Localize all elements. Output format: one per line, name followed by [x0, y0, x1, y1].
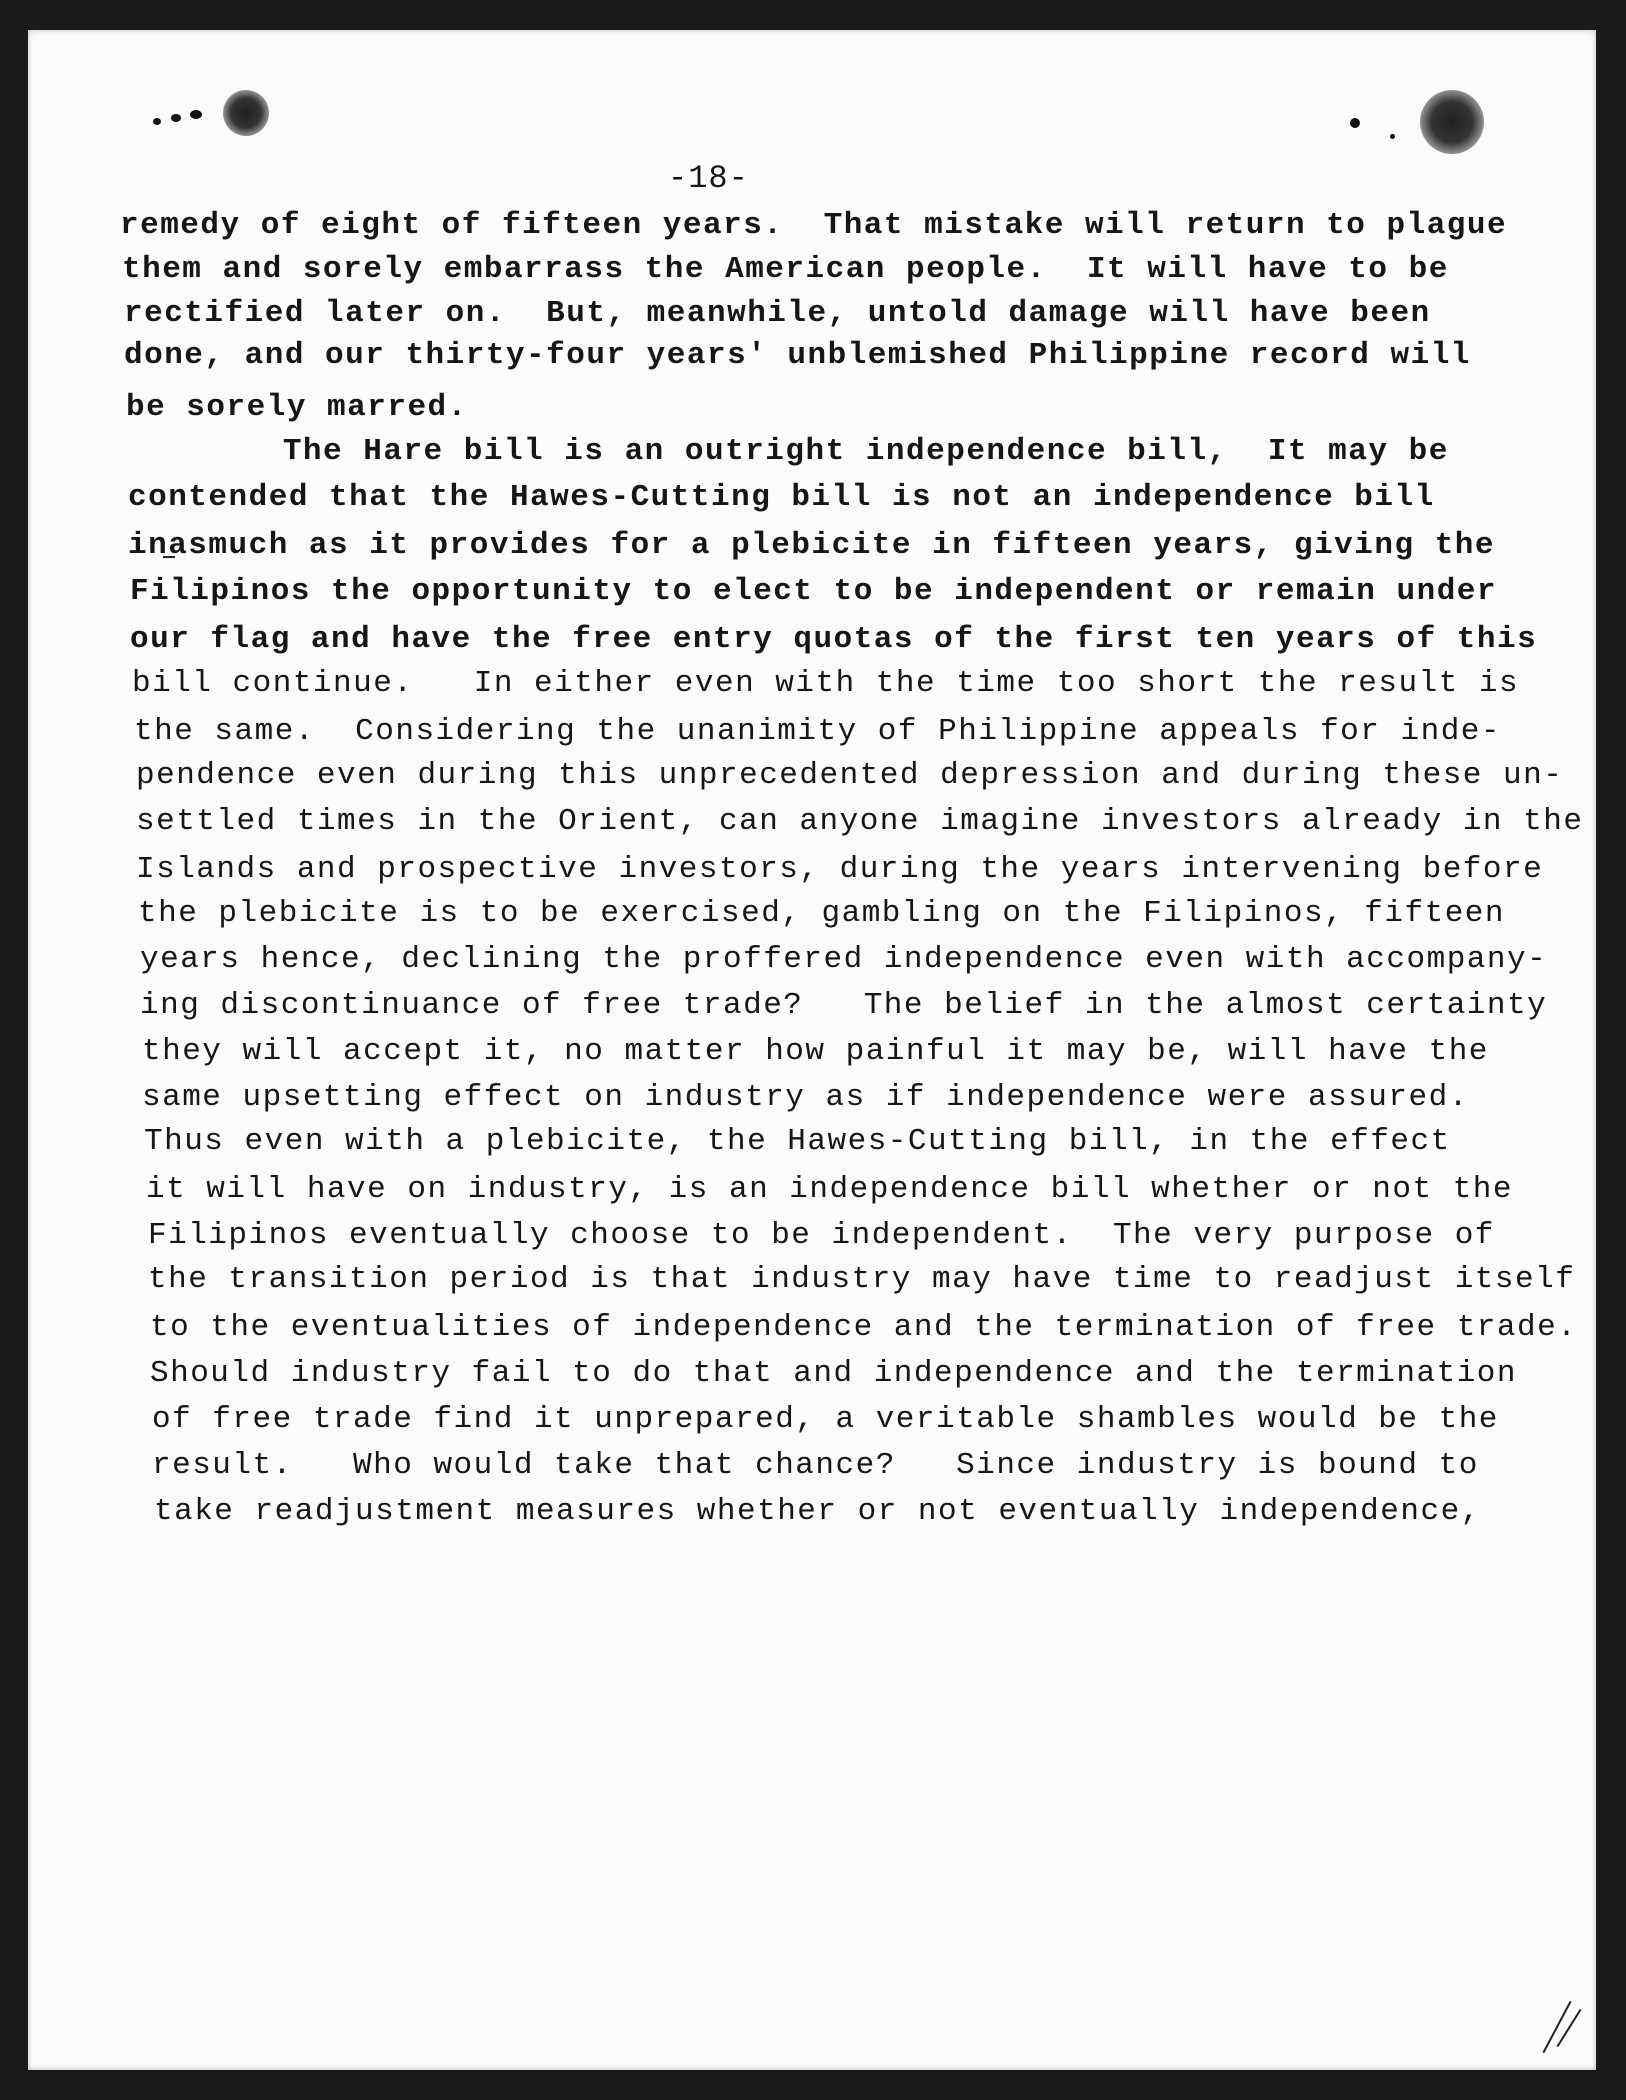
- page-number: -18-: [668, 160, 749, 197]
- text-line: them and sorely embarrass the American people. It will have to be: [122, 252, 1449, 287]
- text-line: years hence, declining the proffered independence even with accompany-: [140, 942, 1548, 977]
- ink-smudge-top-left: [223, 90, 269, 136]
- text-line: it will have on industry, is an independence bill whether or not the: [146, 1172, 1514, 1207]
- text-line: result. Who would take that chance? Since industry is bound to: [152, 1448, 1479, 1483]
- text-line: done, and our thirty-four years' unblemished Philippine record will: [124, 338, 1471, 373]
- text-line: Islands and prospective investors, during the years intervening before: [136, 852, 1544, 887]
- text-line: be sorely marred.: [126, 390, 468, 425]
- pencil-mark-bottom-right: [1556, 2009, 1581, 2047]
- text-line: pendence even during this unprecedented depression and during these un-: [136, 758, 1564, 793]
- text-line: inasmuch as it provides for a plebicite in fifteen years, giving the: [128, 528, 1496, 563]
- ink-speck: [171, 114, 181, 122]
- text-line: Filipinos eventually choose to be independent. The very purpose of: [148, 1218, 1495, 1253]
- ink-smudge-top-right: [1420, 90, 1484, 154]
- text-line: ing discontinuance of free trade? The belief in the almost certainty: [140, 988, 1548, 1023]
- text-line: contended that the Hawes-Cutting bill is not an independence bill: [128, 480, 1435, 515]
- text-line: same upsetting effect on industry as if independence were assured.: [142, 1080, 1469, 1115]
- text-line: rectified later on. But, meanwhile, untold damage will have been: [124, 296, 1431, 331]
- text-line: Thus even with a plebicite, the Hawes-Cutting bill, in the effect: [144, 1124, 1451, 1159]
- ink-speck: [1350, 118, 1360, 128]
- text-line: the same. Considering the unanimity of Philippine appeals for inde-: [134, 714, 1502, 749]
- text-line: the plebicite is to be exercised, gambling on the Filipinos, fifteen: [138, 896, 1506, 931]
- document-page: [28, 30, 1596, 2070]
- ink-speck: [153, 118, 161, 125]
- text-line: they will accept it, no matter how painful it may be, will have the: [142, 1034, 1489, 1069]
- text-line: remedy of eight of fifteen years. That mistake will return to plague: [120, 208, 1508, 243]
- text-line: our flag and have the free entry quotas of the first ten years of this: [130, 622, 1538, 657]
- text-line: The Hare bill is an outright independence bill, It may be: [122, 434, 1449, 469]
- text-line: Filipinos the opportunity to elect to be independent or remain under: [130, 574, 1498, 609]
- text-line: of free trade find it unprepared, a veritable shambles would be the: [152, 1402, 1499, 1437]
- text-line: to the eventualities of independence and the termination of free trade.: [150, 1310, 1578, 1345]
- ink-speck: [190, 110, 202, 119]
- text-line: take readjustment measures whether or not eventually independence,: [154, 1494, 1481, 1529]
- text-line: the transition period is that industry may have time to readjust itself: [148, 1262, 1576, 1297]
- text-line: Should industry fail to do that and independence and the termination: [150, 1356, 1518, 1391]
- text-line: settled times in the Orient, can anyone imagine investors already in the: [136, 804, 1584, 839]
- text-line: bill continue. In either even with the time too short the result is: [132, 666, 1520, 701]
- ink-speck: [1390, 134, 1395, 139]
